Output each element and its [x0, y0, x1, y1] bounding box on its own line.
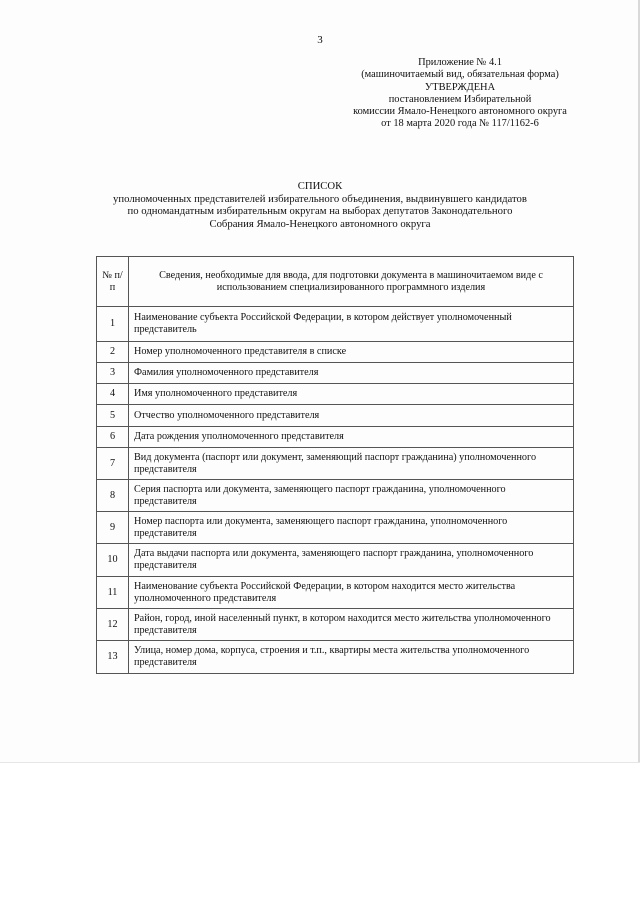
approved-label: УТВЕРЖДЕНА [424, 81, 496, 93]
form-type-note: (машиночитаемый вид, обязательная форма) [361, 69, 559, 81]
row-number: 3 [97, 363, 129, 384]
row-number: 5 [97, 405, 129, 427]
table-row [97, 544, 574, 577]
row-description: Дата выдачи паспорта или документа, заменяющего паспорт гражданина, уполномоченного представителя [129, 544, 574, 577]
title-line-2: по одномандатным избирательным округам на выборах депутатов Законодательного [127, 205, 513, 218]
row-number: 13 [97, 641, 129, 674]
table-row [97, 427, 574, 448]
title-line-3: Собрания Ямало-Ненецкого автономного округа [209, 217, 431, 230]
table-row [97, 512, 574, 544]
column-header-number: № п/п [97, 257, 129, 307]
appendix-label: Приложение № 4.1 [418, 57, 502, 68]
table-header-row [97, 257, 574, 307]
row-number: 8 [97, 480, 129, 512]
table-row [97, 641, 574, 674]
row-description: Отчество уполномоченного представителя [129, 405, 574, 427]
table-row [97, 307, 574, 342]
resolution-line: постановлением Избирательной [388, 93, 532, 105]
fields-table [96, 256, 574, 674]
row-description: Номер уполномоченного представителя в списке [129, 342, 574, 363]
title-line-1: уполномоченных представителей избирательного объединения, выдвинувшего кандидатов [113, 192, 527, 205]
row-number: 2 [97, 342, 129, 363]
table-row [97, 384, 574, 405]
table-row [97, 342, 574, 363]
commission-line: комиссии Ямало-Ненецкого автономного округа [353, 106, 567, 118]
table-row [97, 577, 574, 609]
table-row [97, 609, 574, 641]
table-row [97, 405, 574, 427]
blank-area [0, 763, 640, 905]
column-header-description: Сведения, необходимые для ввода, для подготовки документа в машиночитаемом виде с использованием специализированного программного изделия [129, 257, 574, 307]
resolution-date-line: от 18 марта 2020 года № 117/1162-6 [381, 118, 539, 130]
page-number: 3 [317, 34, 323, 46]
row-number: 11 [97, 577, 129, 609]
row-number: 12 [97, 609, 129, 641]
approval-block [310, 57, 610, 131]
row-description: Серия паспорта или документа, заменяющего паспорт гражданина, уполномоченного представителя [129, 480, 574, 512]
row-description: Наименование субъекта Российской Федерации, в котором действует уполномоченный представитель [129, 307, 574, 342]
row-number: 7 [97, 448, 129, 480]
row-number: 6 [97, 427, 129, 448]
row-description: Вид документа (паспорт или документ, заменяющий паспорт гражданина) уполномоченного представителя [129, 448, 574, 480]
row-number: 1 [97, 307, 129, 342]
row-description: Дата рождения уполномоченного представителя [129, 427, 574, 448]
row-description: Улица, номер дома, корпуса, строения и т.п., квартиры места жительства уполномоченного представителя [129, 641, 574, 674]
table-row [97, 448, 574, 480]
title-heading: СПИСОК [297, 180, 343, 192]
row-description: Район, город, иной населенный пункт, в котором находится место жительства уполномоченного представителя [129, 609, 574, 641]
table-row [97, 363, 574, 384]
row-description: Фамилия уполномоченного представителя [129, 363, 574, 384]
row-description: Номер паспорта или документа, заменяющего паспорт гражданина, уполномоченного представителя [129, 512, 574, 544]
row-number: 10 [97, 544, 129, 577]
row-description: Имя уполномоченного представителя [129, 384, 574, 405]
row-number: 9 [97, 512, 129, 544]
row-description: Наименование субъекта Российской Федерации, в котором находится место жительства уполномоченного представителя [129, 577, 574, 609]
table-row [97, 480, 574, 512]
row-number: 4 [97, 384, 129, 405]
document-title [40, 180, 600, 230]
